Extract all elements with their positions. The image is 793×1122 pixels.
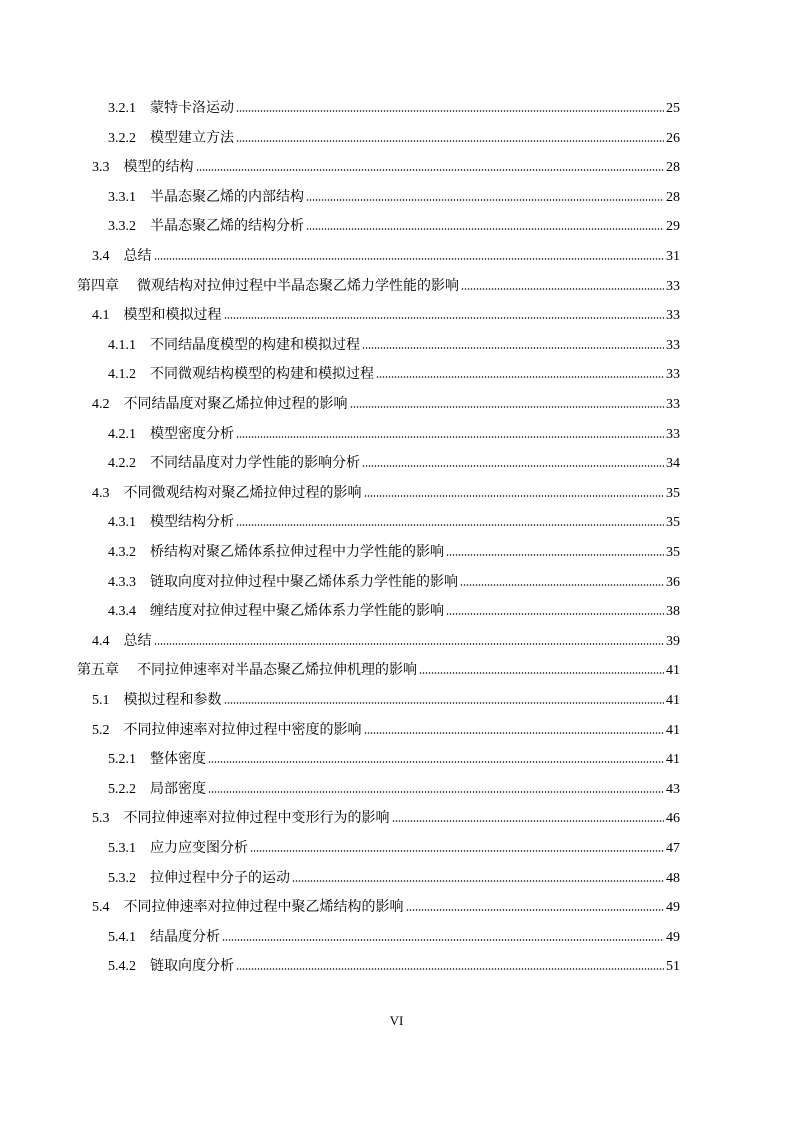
toc-dot-leader <box>362 465 664 467</box>
toc-entry-page-number: 39 <box>666 633 680 649</box>
toc-entry[interactable] <box>92 483 680 503</box>
toc-entry-number: 3.3.2 <box>108 219 136 235</box>
toc-entry[interactable] <box>108 335 680 355</box>
toc-dot-leader <box>236 140 664 142</box>
toc-entry[interactable] <box>77 660 680 680</box>
toc-dot-leader <box>222 939 664 941</box>
toc-entry[interactable] <box>108 956 680 976</box>
toc-entry-title: 不同结晶度对聚乙烯拉伸过程的影响 <box>123 396 348 412</box>
toc-entry-page-number: 47 <box>666 841 680 856</box>
toc-entry-page-number: 28 <box>666 189 680 205</box>
toc-entry-number: 4.4 <box>92 633 110 649</box>
toc-dot-leader <box>250 850 664 852</box>
toc-entry-number: 5.3.1 <box>108 841 136 856</box>
toc-entry-title: 微观结构对拉伸过程中半晶态聚乙烯力学性能的影响 <box>137 277 459 294</box>
toc-entry-number: 4.1 <box>92 308 110 324</box>
toc-entry-number: 4.3.3 <box>108 574 136 590</box>
toc-entry-title: 不同结晶度对力学性能的影响分析 <box>150 455 360 472</box>
toc-dot-leader <box>236 524 664 526</box>
toc-entry-number: 5.4 <box>92 900 110 916</box>
toc-dot-leader <box>376 376 664 378</box>
toc-entry-number: 4.2 <box>92 397 110 412</box>
toc-entry[interactable] <box>108 749 680 769</box>
toc-dot-leader <box>208 761 664 763</box>
toc-entry[interactable] <box>92 394 680 414</box>
toc-entry-number: 5.3 <box>92 811 110 827</box>
toc-entry-title: 蒙特卡洛运动 <box>150 100 234 116</box>
toc-entry[interactable] <box>108 572 680 592</box>
toc-entry-page-number: 33 <box>666 397 680 412</box>
toc-entry-page-number: 48 <box>666 870 680 886</box>
toc-entry-page-number: 35 <box>666 515 680 531</box>
toc-dot-leader <box>236 436 664 438</box>
toc-entry-page-number: 28 <box>666 160 680 176</box>
toc-dot-leader <box>236 110 664 112</box>
toc-entry-title: 不同拉伸速率对拉伸过程中变形行为的影响 <box>123 810 390 827</box>
toc-dot-leader <box>236 968 664 970</box>
toc-entry-title: 整体密度 <box>150 751 206 768</box>
toc-entry-title: 模型密度分析 <box>150 425 234 442</box>
toc-entry[interactable] <box>108 453 680 473</box>
toc-entry-page-number: 31 <box>666 249 680 264</box>
toc-entry-number: 5.3.2 <box>108 870 136 886</box>
toc-entry-title: 半晶态聚乙烯的内部结构 <box>150 188 304 205</box>
toc-entry-title: 链取向度对拉伸过程中聚乙烯体系力学性能的影响 <box>150 573 458 590</box>
toc-entry-number: 3.2.1 <box>108 101 136 116</box>
toc-entry-number: 3.2.2 <box>108 130 136 146</box>
toc-dot-leader <box>364 495 665 497</box>
toc-entry-title: 链取向度分析 <box>150 958 234 975</box>
toc-entry-number: 第四章 <box>77 278 119 294</box>
toc-dot-leader <box>154 643 665 645</box>
toc-entry-title: 不同结晶度模型的构建和模拟过程 <box>150 336 360 353</box>
toc-dot-leader <box>446 613 664 615</box>
toc-entry[interactable] <box>92 690 680 710</box>
toc-dot-leader <box>364 732 665 734</box>
toc-entry-title: 总结 <box>123 248 152 264</box>
toc-entry[interactable] <box>92 631 680 651</box>
toc-entry[interactable] <box>108 187 680 207</box>
toc-entry-page-number: 33 <box>666 367 680 383</box>
toc-entry-title: 半晶态聚乙烯的结构分析 <box>150 218 304 235</box>
toc-entry[interactable] <box>92 808 680 828</box>
toc-dot-leader <box>224 317 665 319</box>
toc-entry-number: 4.2.1 <box>108 426 136 442</box>
toc-entry-number: 3.3 <box>92 160 110 176</box>
toc-entry-page-number: 41 <box>666 693 680 708</box>
toc-dot-leader <box>208 791 664 793</box>
toc-entry-page-number: 38 <box>666 604 680 620</box>
toc-entry[interactable] <box>92 157 680 177</box>
toc-dot-leader <box>460 584 664 586</box>
toc-entry[interactable] <box>92 720 680 740</box>
toc-entry-page-number: 35 <box>666 485 680 501</box>
toc-entry-page-number: 51 <box>666 959 680 975</box>
toc-entry-page-number: 29 <box>666 219 680 235</box>
toc-entry-page-number: 49 <box>666 929 680 945</box>
toc-dot-leader <box>362 347 664 349</box>
toc-entry-page-number: 41 <box>666 663 680 679</box>
toc-entry-title: 不同拉伸速率对拉伸过程中聚乙烯结构的影响 <box>123 899 404 916</box>
toc-dot-leader <box>292 880 664 882</box>
toc-dot-leader <box>306 199 664 201</box>
toc-entry-title: 总结 <box>123 632 152 649</box>
toc-dot-leader <box>392 820 665 822</box>
toc-dot-leader <box>419 672 664 674</box>
toc-entry[interactable] <box>108 601 680 621</box>
toc-entry[interactable] <box>92 305 680 325</box>
toc-entry-page-number: 41 <box>666 722 680 738</box>
toc-entry-title: 模型的结构 <box>123 159 194 176</box>
toc-entry-title: 不同拉伸速率对拉伸过程中密度的影响 <box>123 721 362 738</box>
toc-entry-number: 5.4.2 <box>108 959 136 975</box>
toc-entry-title: 应力应变图分析 <box>150 840 248 856</box>
toc-dot-leader <box>461 288 664 290</box>
toc-entry[interactable] <box>108 542 680 562</box>
toc-entry-number: 5.2 <box>92 722 110 738</box>
toc-entry-number: 4.3 <box>92 485 110 501</box>
toc-entry-number: 4.3.1 <box>108 515 136 531</box>
toc-dot-leader <box>406 909 665 911</box>
toc-entry-title: 缠结度对拉伸过程中聚乙烯体系力学性能的影响 <box>150 603 444 620</box>
toc-entry-title: 拉伸过程中分子的运动 <box>150 869 290 886</box>
toc-entry[interactable] <box>108 424 680 444</box>
toc-entry[interactable] <box>108 927 680 947</box>
toc-entry-number: 4.1.1 <box>108 337 136 353</box>
toc-entry[interactable] <box>108 364 680 384</box>
toc-entry-page-number: 33 <box>666 337 680 353</box>
toc-entry-page-number: 49 <box>666 900 680 916</box>
toc-entry-number: 4.3.4 <box>108 604 136 620</box>
toc-entry-title: 模型结构分析 <box>150 514 234 531</box>
toc-entry[interactable] <box>108 838 680 858</box>
toc-entry-page-number: 41 <box>666 752 680 768</box>
toc-entry-page-number: 33 <box>666 278 680 294</box>
toc-entry[interactable] <box>108 779 680 799</box>
toc-entry[interactable] <box>108 868 680 888</box>
toc-entry[interactable] <box>77 276 680 296</box>
toc-entry-page-number: 36 <box>666 574 680 590</box>
toc-entry-page-number: 25 <box>666 101 680 116</box>
toc-entry-number: 4.1.2 <box>108 367 136 383</box>
toc-entry-number: 5.2.1 <box>108 752 136 768</box>
toc-entry-number: 3.3.1 <box>108 189 136 205</box>
toc-dot-leader <box>196 169 665 171</box>
toc-dot-leader <box>350 406 665 408</box>
page-number: VI <box>389 1013 404 1028</box>
toc-entry-page-number: 26 <box>666 130 680 146</box>
toc-entry-title: 不同微观结构模型的构建和模拟过程 <box>150 366 374 383</box>
toc-entry-number: 第五章 <box>77 663 119 679</box>
toc-entry-page-number: 33 <box>666 308 680 324</box>
toc-entry[interactable] <box>108 216 680 236</box>
toc-entry-title: 结晶度分析 <box>150 928 220 945</box>
toc-entry-page-number: 35 <box>666 545 680 560</box>
toc-entry-number: 3.4 <box>92 249 110 264</box>
toc-entry-title: 模型建立方法 <box>150 129 234 146</box>
toc-entry[interactable] <box>92 897 680 917</box>
toc-entry[interactable] <box>108 128 680 148</box>
toc-entry[interactable] <box>108 98 680 118</box>
toc-dot-leader <box>224 702 665 704</box>
toc-entry-title: 不同微观结构对聚乙烯拉伸过程的影响 <box>123 484 362 501</box>
toc-entry[interactable] <box>92 246 680 266</box>
toc-entry[interactable] <box>108 512 680 532</box>
toc-entry-title: 模拟过程和参数 <box>123 692 222 708</box>
toc-dot-leader <box>306 228 664 230</box>
toc-entry-title: 局部密度 <box>150 780 206 797</box>
toc-entry-number: 5.2.2 <box>108 781 136 797</box>
toc-dot-leader <box>446 554 664 556</box>
toc-dot-leader <box>154 258 665 260</box>
toc-entry-number: 4.2.2 <box>108 456 136 472</box>
toc-entry-page-number: 46 <box>666 811 680 827</box>
toc-entry-number: 5.1 <box>92 693 110 708</box>
toc-entry-page-number: 43 <box>666 781 680 797</box>
toc-entry-title: 模型和模拟过程 <box>123 307 222 324</box>
toc-entry-page-number: 33 <box>666 426 680 442</box>
toc-entry-title: 不同拉伸速率对半晶态聚乙烯拉伸机理的影响 <box>137 662 417 679</box>
toc-entry-number: 5.4.1 <box>108 929 136 945</box>
toc-entry-title: 桥结构对聚乙烯体系拉伸过程中力学性能的影响 <box>150 544 444 560</box>
toc-entry-page-number: 34 <box>666 456 680 472</box>
toc-entry-number: 4.3.2 <box>108 545 136 560</box>
